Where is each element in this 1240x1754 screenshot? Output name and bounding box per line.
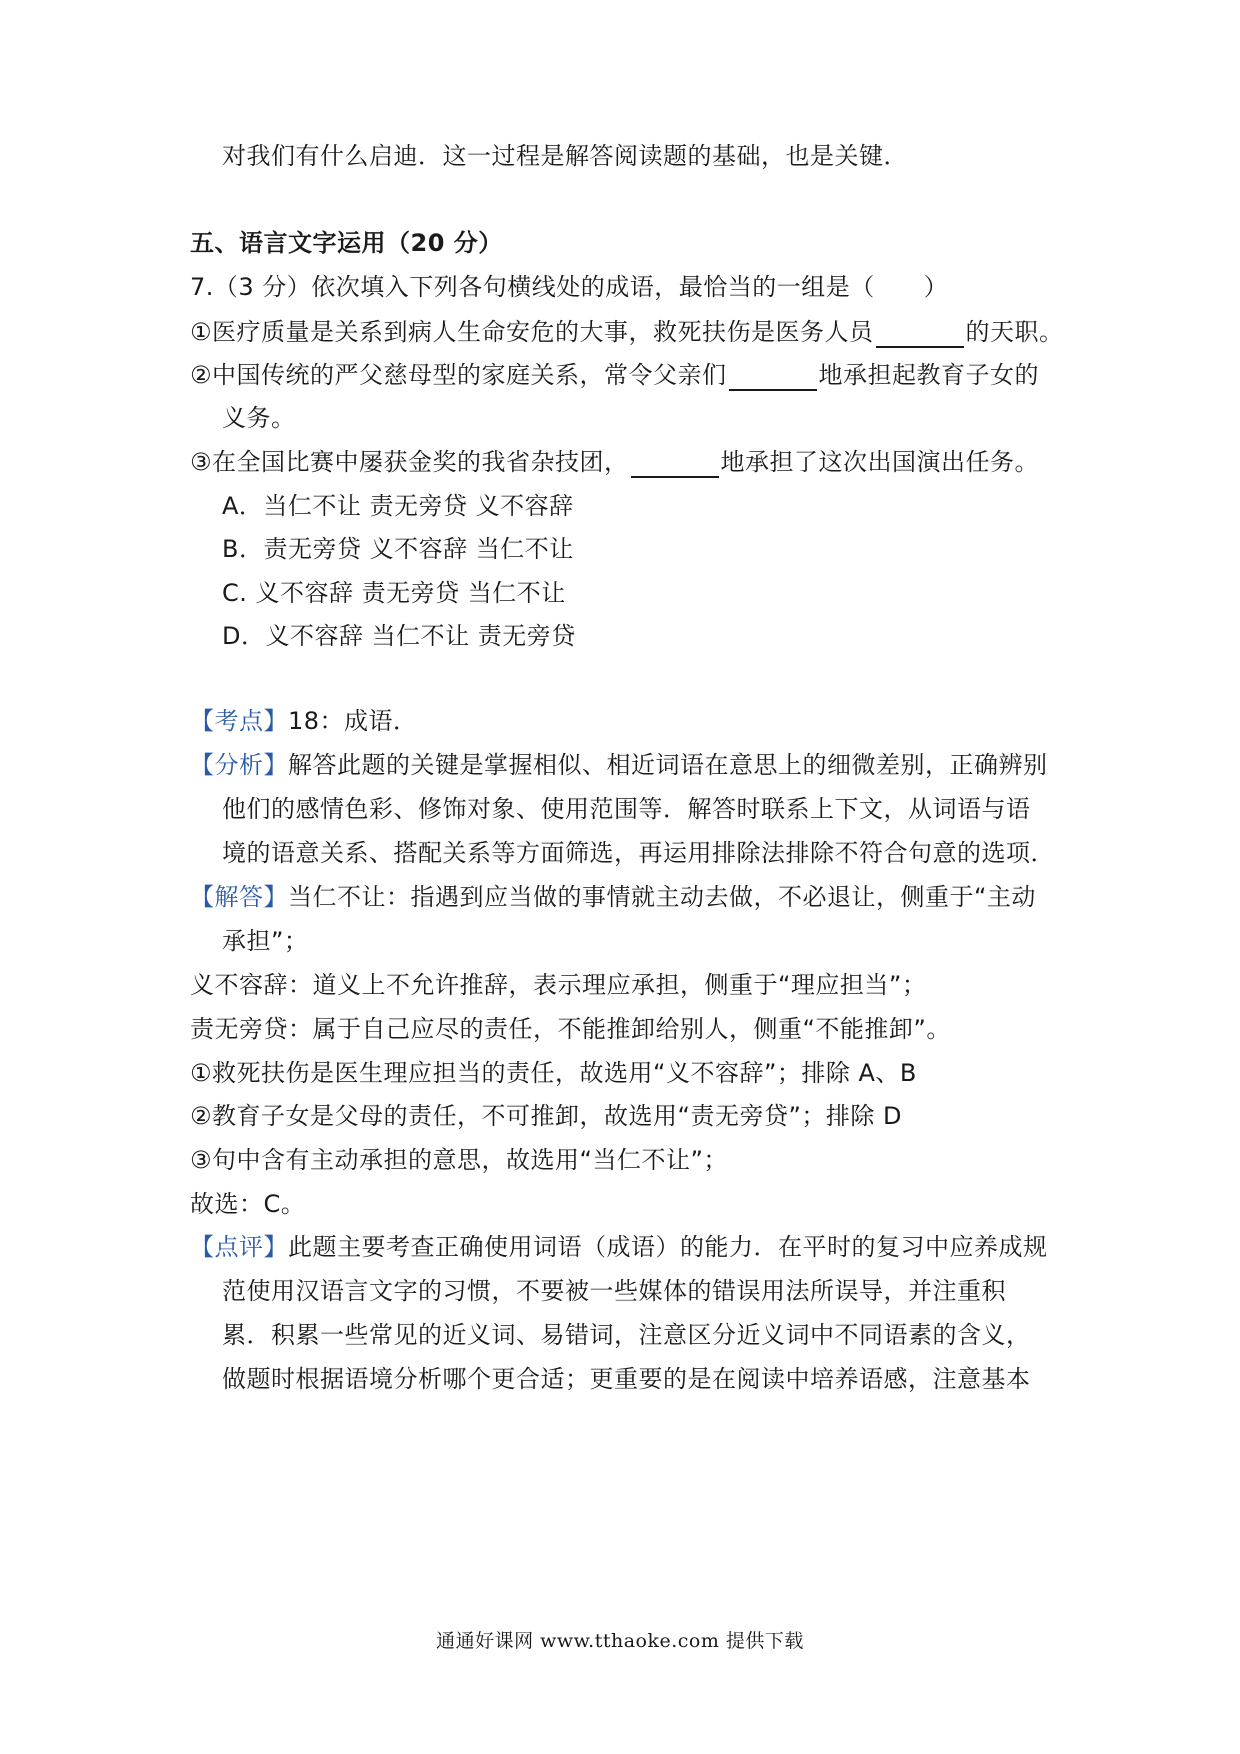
dianping-text-1: 此题主要考查正确使用词语（成语）的能力．在平时的复习中应养成规 [288,1233,1048,1261]
sentence-2 [190,359,1039,391]
page-footer: 通通好课网 www.tthaoke.com 提供下载 [436,1630,804,1652]
jieda-answer: 故选：C。 [190,1190,306,1218]
dianping-line-2: 范使用汉语言文字的习惯，不要被一些媒体的错误用法所误导，并注重积 [222,1277,1006,1305]
blank-3 [631,450,719,478]
jieda-line-1 [190,881,1036,913]
question-stem: 7.（3 分）依次填入下列各句横线处的成语，最恰当的一组是（ ） [190,273,949,301]
jieda-line-7: ③句中含有主动承担的意思，故选用“当仁不让”； [190,1146,728,1174]
sentence-1-part-a: ①医疗质量是关系到病人生命安危的大事，救死扶伤是医务人员 [190,318,874,346]
sentence-1 [190,316,1064,348]
sentence-2-part-b: 地承担起教育子女的 [818,361,1040,389]
dianping-line-3: 累．积累一些常见的近义词、易错词，注意区分近义词中不同语素的含义， [222,1321,1031,1349]
dianping-tag: 【点评】 [190,1233,288,1261]
dianping-line-1 [190,1231,1048,1263]
jieda-line-6: ②教育子女是父母的责任，不可推卸，故选用“责无旁贷”；排除 D [190,1102,902,1130]
sentence-3 [190,446,1039,478]
previous-answer-continuation: 对我们有什么启迪．这一过程是解答阅读题的基础，也是关键． [222,142,908,170]
jieda-tag: 【解答】 [190,883,288,911]
blank-1 [876,320,964,348]
sentence-2-part-a: ②中国传统的严父慈母型的家庭关系，常令父亲们 [190,361,727,389]
kaodian-text: 18：成语． [288,707,418,735]
sentence-3-part-b: 地承担了这次出国演出任务。 [720,448,1040,476]
option-c: C. 义不容辞 责无旁贷 当仁不让 [222,579,566,607]
sentence-3-part-a: ③在全国比赛中屡获金奖的我省杂技团， [190,448,629,476]
sentence-1-part-b: 的天职。 [965,318,1064,346]
dianping-line-4: 做题时根据语境分析哪个更合适；更重要的是在阅读中培养语感，注意基本 [222,1365,1031,1393]
kaodian-line [190,705,418,737]
jieda-line-5: ①救死扶伤是医生理应担当的责任，故选用“义不容辞”；排除 A、B [190,1059,917,1087]
option-a: A．当仁不让 责无旁贷 义不容辞 [222,492,574,520]
fenxi-line-3: 境的语意关系、搭配关系等方面筛选，再运用排除法排除不符合句意的选项． [222,839,1055,867]
fenxi-line-1 [190,749,1048,781]
option-b: B．责无旁贷 义不容辞 当仁不让 [222,535,574,563]
fenxi-tag: 【分析】 [190,751,288,779]
jieda-line-3: 义不容辞：道义上不允许推辞，表示理应承担，侧重于“理应担当”； [190,971,927,999]
kaodian-tag: 【考点】 [190,707,288,735]
jieda-line-2: 承担”； [222,927,309,955]
blank-2 [729,363,817,391]
fenxi-text-1: 解答此题的关键是掌握相似、相近词语在意思上的细微差别，正确辨别 [288,751,1048,779]
jieda-line-4: 责无旁贷：属于自己应尽的责任，不能推卸给别人，侧重“不能推卸”。 [190,1015,951,1043]
option-d: D．义不容辞 当仁不让 责无旁贷 [222,622,576,650]
sentence-2-wrap: 义务。 [222,404,296,432]
fenxi-line-2: 他们的感情色彩、修饰对象、使用范围等．解答时联系上下文，从词语与语 [222,795,1031,823]
section-title: 五、语言文字运用（20 分） [190,229,503,257]
jieda-text-1: 当仁不让：指遇到应当做的事情就主动去做，不必退让，侧重于“主动 [288,883,1036,911]
